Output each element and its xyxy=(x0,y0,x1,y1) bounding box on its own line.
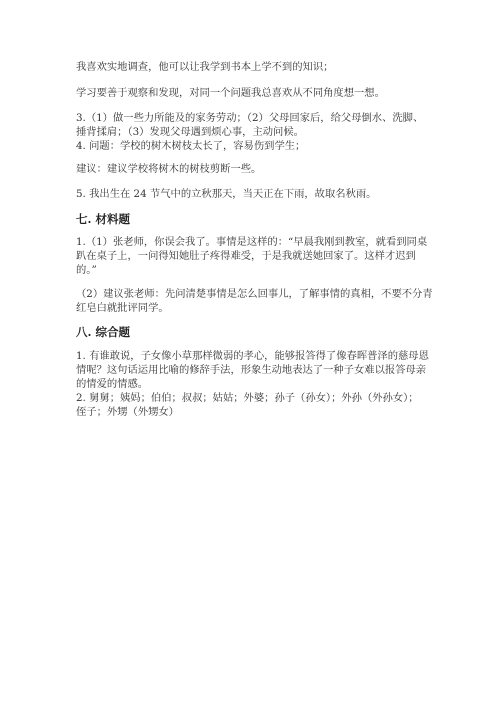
text-line: 2. 舅舅；姨妈；伯伯；叔叔；姑姑；外婆；孙子（孙女）；外孙（外孙女）； xyxy=(76,392,419,404)
answer-paragraph xyxy=(76,60,436,74)
text-line: 4. 问题：学校的树木树枝太长了，容易伤到学生； xyxy=(76,140,306,152)
answer-q3 xyxy=(76,111,436,139)
text-line: 趴在桌子上，一问得知她肚子疼得难受，于是我就送她回家了。这样才迟到 xyxy=(76,250,416,262)
answer-q4 xyxy=(76,139,436,153)
text-line: 的情爱的情感。 xyxy=(76,378,149,390)
text-line: 捶背揉肩；（3）发现父母遇到烦心事，主动问候。 xyxy=(76,126,304,138)
material-answer-1 xyxy=(76,235,436,277)
answer-q5 xyxy=(76,187,436,201)
text-line: 1.（1）张老师，你误会我了。事情是这样的：“早晨我刚到教室，就看到同桌 xyxy=(76,236,428,248)
text-line: （2）建议张老师：先问清楚事情是怎么回事儿，了解事情的真相，不要不分青 xyxy=(76,288,433,300)
section-title: 七. 材料题 xyxy=(76,212,131,226)
answer-paragraph xyxy=(76,86,436,100)
text-line: 学习要善于观察和发现，对同一个问题我总喜欢从不同角度想一想。 xyxy=(76,87,385,99)
answer-suggestion xyxy=(76,162,436,176)
text-line: 建议：建议学校将树木的树枝剪断一些。 xyxy=(76,163,262,175)
text-line: 5. 我出生在 24 节气中的立秋那天，当天正在下雨，故取名秋雨。 xyxy=(76,188,377,200)
section-title: 八. 综合题 xyxy=(76,325,131,339)
text-line: 侄子；外甥（外甥女） xyxy=(76,406,179,418)
text-line: 我喜欢实地调查，他可以让我学到书本上学不到的知识； xyxy=(76,61,334,73)
text-line: 情呢？这句话运用比喻的修辞手法，形象生动地表达了一种子女难以报答母亲 xyxy=(76,364,427,376)
text-line: 3.（1）做一些力所能及的家务劳动；（2）父母回家后，给父母倒水、洗脚、 xyxy=(76,112,424,124)
material-answer-2 xyxy=(76,287,436,315)
text-line: 1. 有谁敢说，子女像小草那样微弱的孝心，能够报答得了像春晖普泽的慈母恩 xyxy=(76,350,429,362)
text-line: 的。” xyxy=(76,264,97,276)
comprehensive-answer-2 xyxy=(76,391,436,419)
comprehensive-answer-1 xyxy=(76,349,436,391)
text-line: 红皂白就批评同学。 xyxy=(76,302,169,314)
